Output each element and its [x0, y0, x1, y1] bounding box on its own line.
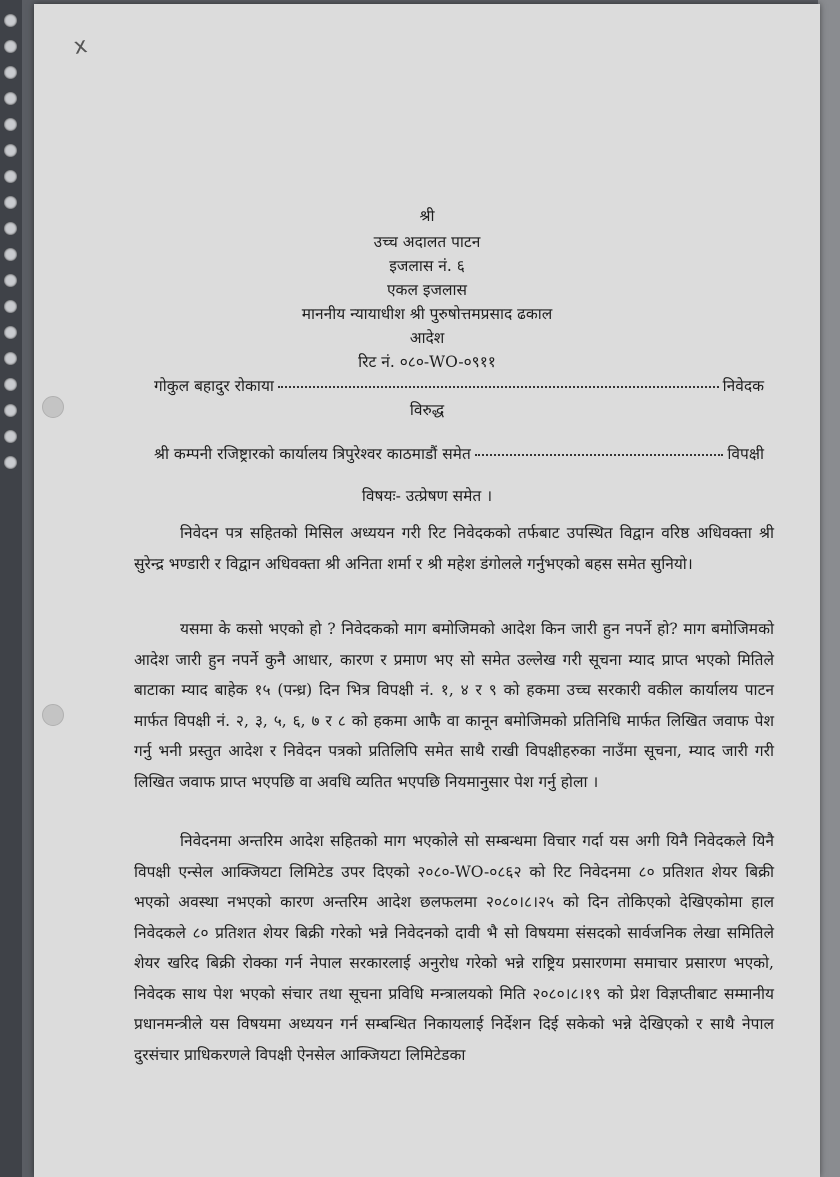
- petitioner-name: गोकुल बहादुर रोकाया: [154, 377, 274, 395]
- paragraph-1: निवेदन पत्र सहितको मिसिल अध्ययन गरी रिट निवेदकको तर्फबाट उपस्थित विद्वान वरिष्ठ अधिवक्ता श्री सुरेन्द्र भण्डारी र विद्वान अधिवक्ता श्री अनिता शर्मा र श्री महेश डंगोलले गर्नुभएको बहस समेत सुनियो।: [134, 524, 774, 573]
- subject-line: विषयः- उत्प्रेषण समेत ।: [361, 487, 493, 505]
- binder-hole: [4, 14, 17, 27]
- order-title: आदेश: [409, 329, 445, 347]
- versus-heading: विरुद्ध: [409, 401, 445, 419]
- binder-hole: [4, 326, 17, 339]
- bench-number: इजलास नं. ६: [389, 257, 465, 275]
- binder-hole: [4, 66, 17, 79]
- respondent-name: श्री कम्पनी रजिष्ट्रारको कार्यालय त्रिपुरेश्वर काठमाडौं समेत: [154, 445, 471, 463]
- binder-hole: [4, 430, 17, 443]
- judge-name: माननीय न्यायाधीश श्री पुरुषोत्तमप्रसाद ढकाल: [301, 305, 553, 323]
- binder-hole: [4, 352, 17, 365]
- binder-hole: [4, 456, 17, 469]
- binder-hole: [4, 40, 17, 53]
- binder-hole: [4, 196, 17, 209]
- binder-hole: [4, 144, 17, 157]
- paragraph-2: यसमा के कसो भएको हो ? निवेदकको माग बमोजिमको आदेश किन जारी हुन नपर्ने हो? माग बमोजिमको आदेश जारी हुन नपर्ने कुनै आधार, कारण र प्रमाण भए सो समेत उल्लेख गरी सूचना म्याद प्राप्त भएको मितिले बाटाका म्याद बाहेक १५ (पन्ध्र) दिन भित्र विपक्षी नं. १, ४ र ९ को हकमा उच्च सरकारी वकील कार्यालय पाटन मार्फत विपक्षी नं. २, ३, ५, ६, ७ र ८ को हकमा आफै वा कानून बमोजिमको प्रतिनिधि मार्फत लिखित जवाफ पेश गर्नु भनी प्रस्तुत आदेश र निवेदन पत्रको प्रतिलिपि समेत साथै राखी विपक्षीहरुका नाउँमा सूचना, म्याद जारी गरी लिखित जवाफ प्राप्त भएपछि वा अवधि व्यतित भएपछि नियमानुसार पेश गर्नु होला ।: [134, 620, 774, 791]
- respondent-line: [154, 442, 764, 464]
- binder-hole: [4, 118, 17, 131]
- punch-hole: [42, 704, 64, 726]
- header-shree: श्री: [419, 207, 435, 225]
- respondent-role: विपक्षी: [727, 445, 764, 463]
- binder-strip: [0, 0, 22, 1177]
- petitioner-line: [154, 374, 764, 396]
- dotted-leader: [475, 442, 724, 456]
- court-name: उच्च अदालत पाटन: [373, 233, 481, 251]
- corner-mark: x: [71, 33, 90, 60]
- background-edge: [818, 0, 840, 1177]
- document-page: [34, 4, 820, 1177]
- writ-number: रिट नं. ०८०-WO-०९११: [358, 353, 496, 371]
- binder-hole: [4, 222, 17, 235]
- binder-hole: [4, 378, 17, 391]
- paragraph-3: निवेदनमा अन्तरिम आदेश सहितको माग भएकोले सो सम्बन्धमा विचार गर्दा यस अगी यिनै निवेदकले यिनै विपक्षी एन्सेल आक्जियटा लिमिटेड उपर दिएको २०८०-WO-०८६२ को रिट निवेदनमा ८० प्रतिशत शेयर बिक्री भएको अवस्था नभएको कारण अन्तरिम आदेश छलफलमा २०८०।८।२५ को दिन तोकिएको देखिएकोमा हाल निवेदकले ८० प्रतिशत शेयर बिक्री गरेको भन्ने निवेदनको दावी भै सो विषयमा संसदको सार्वजनिक लेखा समितिले शेयर खरिद बिक्री रोक्का गर्न नेपाल सरकारलाई अनुरोध गरेको भन्ने राष्ट्रिय प्रसारणमा समाचार प्रसारण भएको, निवेदक साथ पेश भएको संचार तथा सूचना प्रविधि मन्त्रालयको मिति २०८०।८।१९ को प्रेश विज्ञप्तीबाट सम्मानीय प्रधानमन्त्रीले यस विषयमा अध्ययन गर्न सम्बन्धित निकायलाई निर्देशन दिई सकेको भन्ने देखिएको र साथै नेपाल दुरसंचार प्राधिकरणले विपक्षी ऐनसेल आक्जियटा लिमिटेडका: [134, 832, 774, 1064]
- binder-hole: [4, 300, 17, 313]
- dotted-leader: [278, 374, 719, 388]
- binder-hole: [4, 404, 17, 417]
- petitioner-role: निवेदक: [722, 377, 764, 395]
- binder-hole: [4, 92, 17, 105]
- binder-hole: [4, 248, 17, 261]
- single-bench: एकल इजलास: [386, 281, 468, 299]
- binder-hole: [4, 170, 17, 183]
- binder-hole: [4, 274, 17, 287]
